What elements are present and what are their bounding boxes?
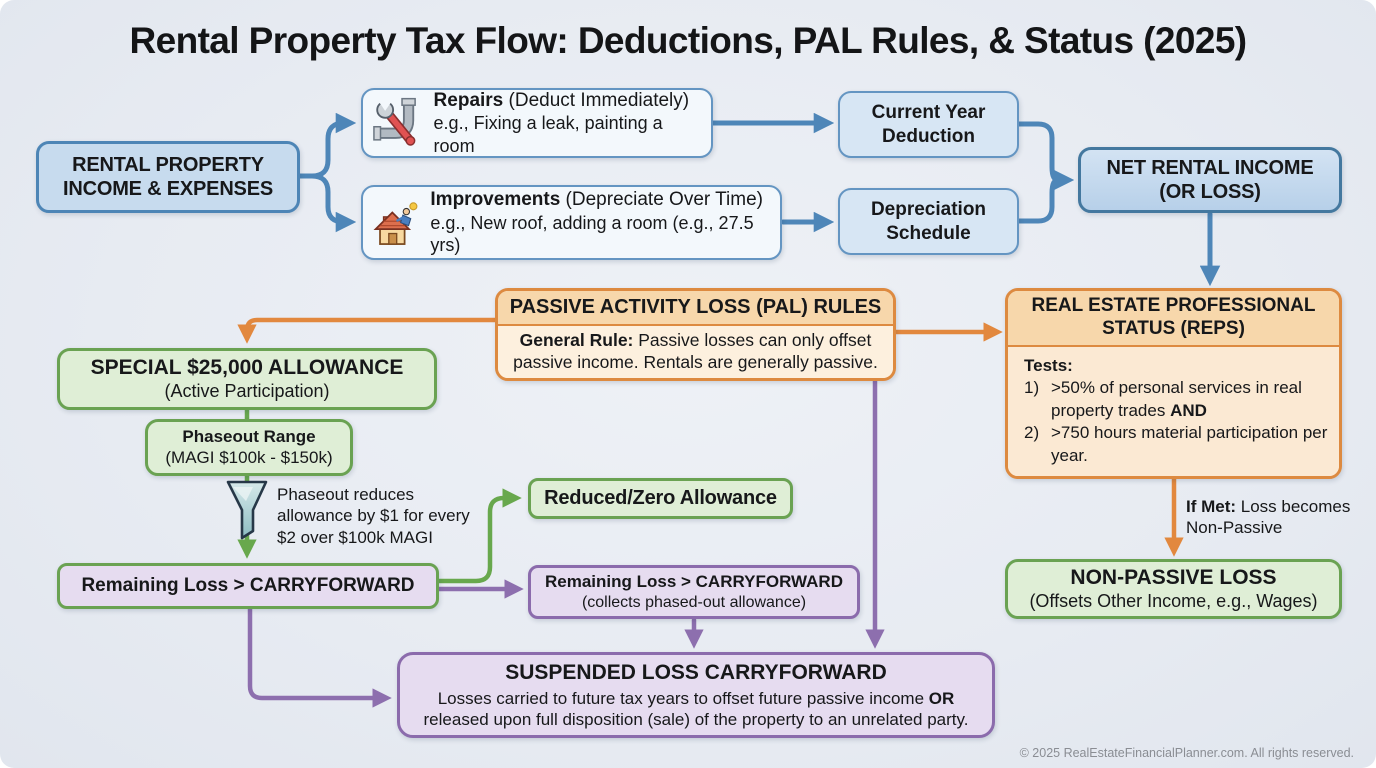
node-depreciation-schedule: Depreciation Schedule	[838, 188, 1019, 255]
improvements-label: Improvements	[430, 189, 561, 211]
node-rental-income: RENTAL PROPERTY INCOME & EXPENSES	[36, 141, 300, 213]
node-current-year-deduction: Current Year Deduction	[838, 91, 1019, 158]
node-improvements: Improvements (Depreciate Over Time) e.g., New roof, adding a room (e.g., 27.5 yrs)	[361, 185, 782, 260]
node-reps	[1005, 288, 1342, 479]
if-met-note: If Met: Loss becomes Non-Passive	[1186, 497, 1351, 538]
node-net-rental-income: NET RENTAL INCOME (OR LOSS)	[1078, 147, 1342, 213]
node-reduced-zero-allowance: Reduced/Zero Allowance	[528, 478, 793, 519]
node-repairs: Repairs (Deduct Immediately) e.g., Fixing a leak, painting a room	[361, 88, 713, 158]
pal-rules-header: PASSIVE ACTIVITY LOSS (PAL) RULES	[498, 291, 893, 326]
node-pal-rules	[495, 288, 896, 381]
arrow-pal-to-special	[247, 320, 495, 337]
arrow-left-cf-to-suspended	[250, 609, 385, 698]
node-non-passive-loss: NON-PASSIVE LOSS (Offsets Other Income, e.g., Wages)	[1005, 559, 1342, 619]
page-title: Rental Property Tax Flow: Deductions, PAL Rules, & Status (2025)	[129, 20, 1247, 61]
arrow-to-repairs	[312, 123, 349, 176]
reps-test-2: 2) >750 hours material participation per year.	[1024, 423, 1328, 465]
node-phaseout-range: Phaseout Range (MAGI $100k - $150k)	[145, 419, 353, 476]
reps-header: REAL ESTATE PROFESSIONAL STATUS (REPS)	[1008, 291, 1339, 347]
arrow-to-improvements	[312, 176, 349, 222]
funnel-icon	[228, 482, 266, 538]
reps-test-1: 1) >50% of personal services in real property trades AND	[1024, 378, 1302, 420]
improvements-example: e.g., New roof, adding a room (e.g., 27.5 yrs)	[430, 212, 754, 256]
house-roofer-icon	[373, 197, 420, 249]
repairs-label: Repairs	[433, 89, 504, 111]
node-special-allowance: SPECIAL $25,000 ALLOWANCE (Active Participation)	[57, 348, 437, 410]
copyright-text: © 2025 RealEstateFinancialPlanner.com. All rights reserved.	[1019, 746, 1354, 760]
node-remaining-loss-right: Remaining Loss > CARRYFORWARD (collects phased-out allowance)	[528, 565, 860, 619]
phaseout-note: Phaseout reduces allowance by $1 for every $2 over $100k MAGI	[277, 485, 470, 547]
repairs-example: e.g., Fixing a leak, painting a room	[433, 113, 663, 156]
node-suspended-loss: SUSPENDED LOSS CARRYFORWARD Losses carried to future tax years to offset future passive income OR released upon full disposition (sale) of the property to an unrelated party.	[397, 652, 995, 738]
pal-rules-body: General Rule: Passive losses can only offset passive income. Rentals are generally passive.	[498, 326, 893, 378]
node-remaining-loss-left: Remaining Loss > CARRYFORWARD	[57, 563, 439, 609]
wrench-pipe-icon	[373, 96, 424, 150]
merge-top	[1019, 124, 1058, 180]
reps-tests: Tests: 1) >50% of personal services in real property trades AND 2) >750 hours material participation per year.	[1008, 347, 1339, 476]
merge-bottom	[1019, 180, 1058, 221]
